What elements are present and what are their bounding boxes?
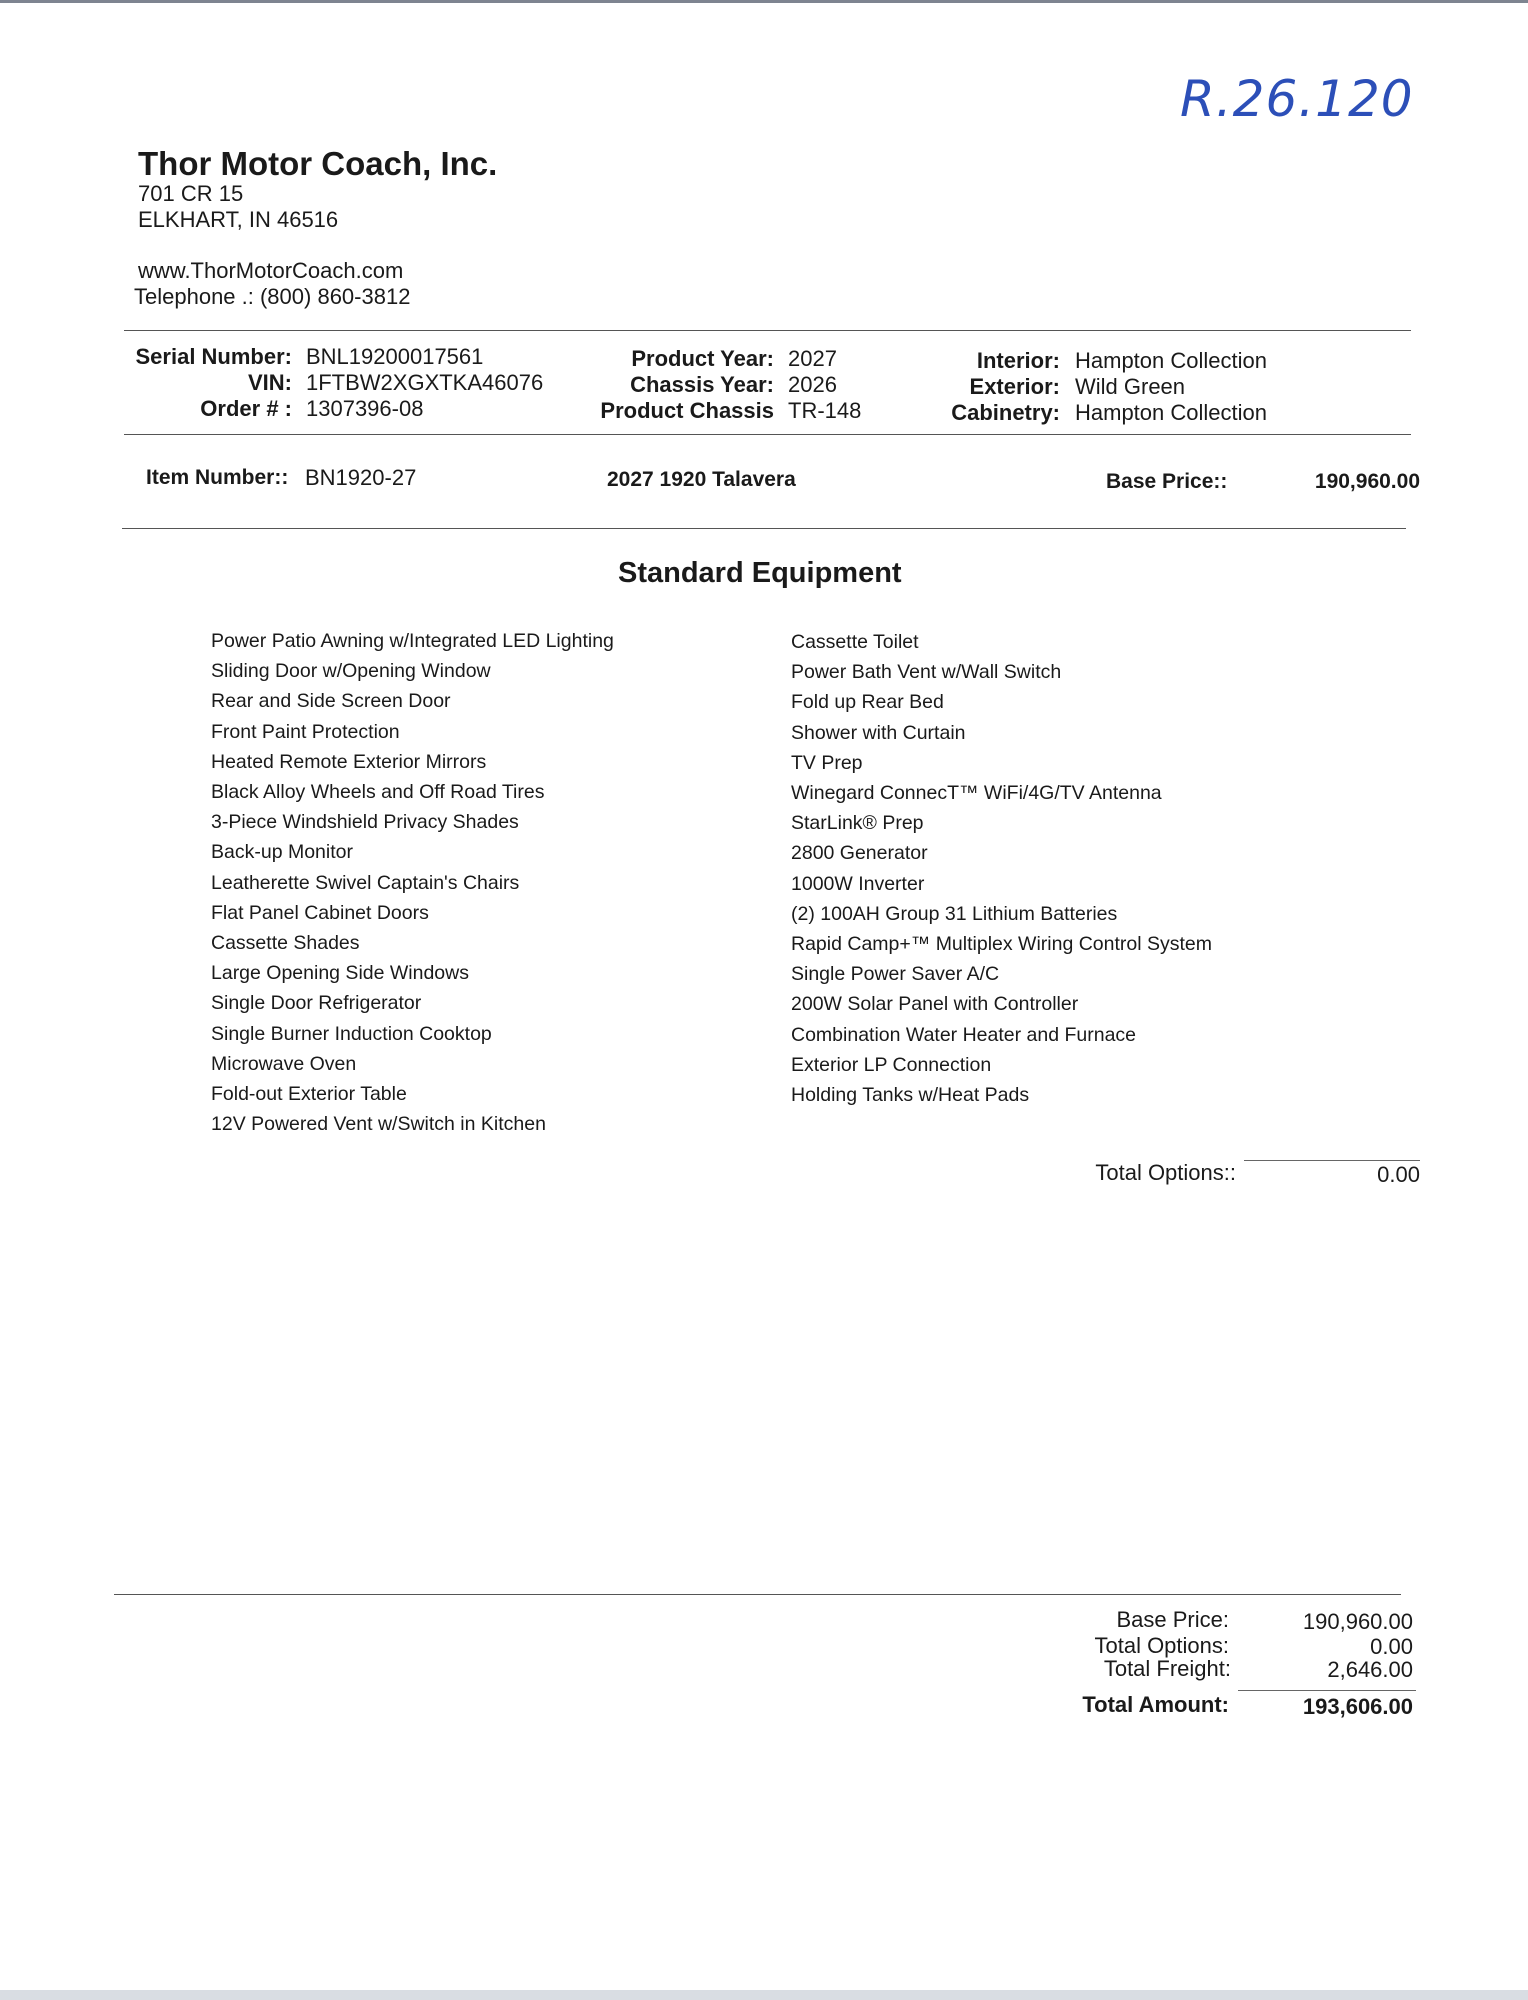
total-amount-value: 193,606.00	[1302, 1694, 1413, 1719]
base-price-header-value: 190,960.00	[1314, 470, 1420, 493]
equipment-item: Heated Remote Exterior Mirrors	[211, 750, 487, 773]
equipment-item: Exterior LP Connection	[791, 1053, 992, 1076]
equipment-item: Power Bath Vent w/Wall Switch	[791, 661, 1062, 684]
equipment-item: 200W Solar Panel with Controller	[791, 993, 1079, 1016]
equipment-item: 3-Piece Windshield Privacy Shades	[211, 811, 519, 834]
equipment-item: Cassette Toilet	[791, 631, 919, 653]
interior-label: Interior:	[976, 348, 1060, 373]
divider-vehicle	[124, 434, 1411, 435]
equipment-item: Black Alloy Wheels and Off Road Tires	[211, 781, 545, 804]
vin-value: 1FTBW2XGXTKA46076	[306, 370, 544, 395]
equipment-item: 2800 Generator	[791, 842, 928, 865]
summary-total-freight-label: Total Freight:	[1103, 1656, 1231, 1681]
divider-header	[124, 330, 1411, 331]
equipment-item: Sliding Door w/Opening Window	[211, 660, 491, 683]
equipment-item: Winegard ConnecT™ WiFi/4G/TV Antenna	[791, 782, 1162, 805]
interior-value: Hampton Collection	[1075, 348, 1267, 373]
exterior-value: Wild Green	[1075, 374, 1186, 399]
cabinetry-value: Hampton Collection	[1075, 400, 1267, 425]
equipment-item: Back-up Monitor	[211, 841, 353, 864]
serial-number-value: BNL19200017561	[306, 344, 484, 369]
exterior-label: Exterior:	[969, 374, 1060, 399]
equipment-item: Leatherette Swivel Captain's Chairs	[211, 871, 520, 894]
equipment-item: Single Burner Induction Cooktop	[211, 1022, 492, 1045]
chassis-year-label: Chassis Year:	[630, 372, 774, 397]
divider-item	[122, 528, 1406, 529]
company-website: www.ThorMotorCoach.com	[138, 258, 404, 283]
company-name: Thor Motor Coach, Inc.	[138, 145, 498, 182]
equipment-item: Single Power Saver A/C	[791, 963, 1000, 986]
equipment-list-right	[791, 627, 1212, 1110]
company-address-line2: ELKHART, IN 46516	[138, 207, 339, 232]
order-number-value: 1307396-08	[306, 396, 424, 421]
base-price-header-label: Base Price::	[1106, 470, 1228, 493]
summary-base-price-label: Base Price:	[1116, 1607, 1229, 1632]
standard-equipment-heading: Standard Equipment	[618, 557, 902, 589]
summary-total-options-label: Total Options:	[1094, 1633, 1229, 1658]
equipment-item: Rapid Camp+™ Multiplex Wiring Control System	[791, 933, 1213, 956]
equipment-item: Flat Panel Cabinet Doors	[211, 901, 429, 924]
equipment-item: 1000W Inverter	[791, 872, 925, 895]
serial-number-label: Serial Number:	[135, 344, 292, 369]
equipment-item: Fold-out Exterior Table	[211, 1083, 407, 1106]
equipment-item: Single Door Refrigerator	[211, 992, 422, 1015]
divider-totals	[114, 1594, 1401, 1595]
total-amount-label: Total Amount:	[1082, 1692, 1229, 1717]
equipment-item: Front Paint Protection	[211, 720, 400, 743]
product-year-label: Product Year:	[631, 346, 774, 371]
summary-total-rule	[1238, 1690, 1416, 1691]
total-options-label: Total Options::	[1095, 1160, 1236, 1185]
summary-total-freight-value: 2,646.00	[1327, 1657, 1413, 1682]
company-telephone: Telephone .: (800) 860-3812	[134, 284, 411, 309]
summary-total-options-value: 0.00	[1370, 1634, 1413, 1659]
product-year-value: 2027	[788, 346, 837, 371]
item-number-value: BN1920-27	[305, 465, 417, 490]
total-options-value: 0.00	[1377, 1162, 1420, 1187]
equipment-item: Large Opening Side Windows	[211, 962, 469, 985]
model-name: 2027 1920 Talavera	[607, 468, 796, 491]
vin-label: VIN:	[248, 370, 292, 395]
handwritten-annotation: R.26.120	[1180, 70, 1414, 128]
item-number-label: Item Number::	[146, 466, 289, 489]
equipment-item: 12V Powered Vent w/Switch in Kitchen	[211, 1113, 546, 1136]
scan-edge-bottom	[0, 1990, 1528, 2000]
equipment-item: (2) 100AH Group 31 Lithium Batteries	[791, 902, 1118, 925]
equipment-item: Combination Water Heater and Furnace	[791, 1023, 1137, 1046]
summary-base-price-value: 190,960.00	[1302, 1609, 1413, 1634]
equipment-item: StarLink® Prep	[791, 812, 924, 835]
company-address-line1: 701 CR 15	[138, 181, 244, 206]
order-number-label: Order # :	[200, 396, 292, 421]
equipment-item: Holding Tanks w/Heat Pads	[791, 1084, 1030, 1107]
product-chassis-value: TR-148	[788, 398, 862, 423]
chassis-year-value: 2026	[788, 372, 837, 397]
equipment-list-left	[211, 626, 614, 1139]
equipment-item: TV Prep	[791, 751, 863, 774]
total-options-rule	[1244, 1160, 1420, 1161]
cabinetry-label: Cabinetry:	[951, 400, 1060, 425]
equipment-item: Microwave Oven	[211, 1052, 357, 1075]
product-chassis-label: Product Chassis	[600, 398, 774, 423]
equipment-item: Rear and Side Screen Door	[211, 690, 451, 713]
equipment-item: Cassette Shades	[211, 932, 360, 955]
equipment-item: Power Patio Awning w/Integrated LED Lighting	[211, 630, 614, 652]
scan-edge-top	[0, 0, 1528, 3]
equipment-item: Shower with Curtain	[791, 721, 966, 744]
equipment-item: Fold up Rear Bed	[791, 691, 944, 714]
